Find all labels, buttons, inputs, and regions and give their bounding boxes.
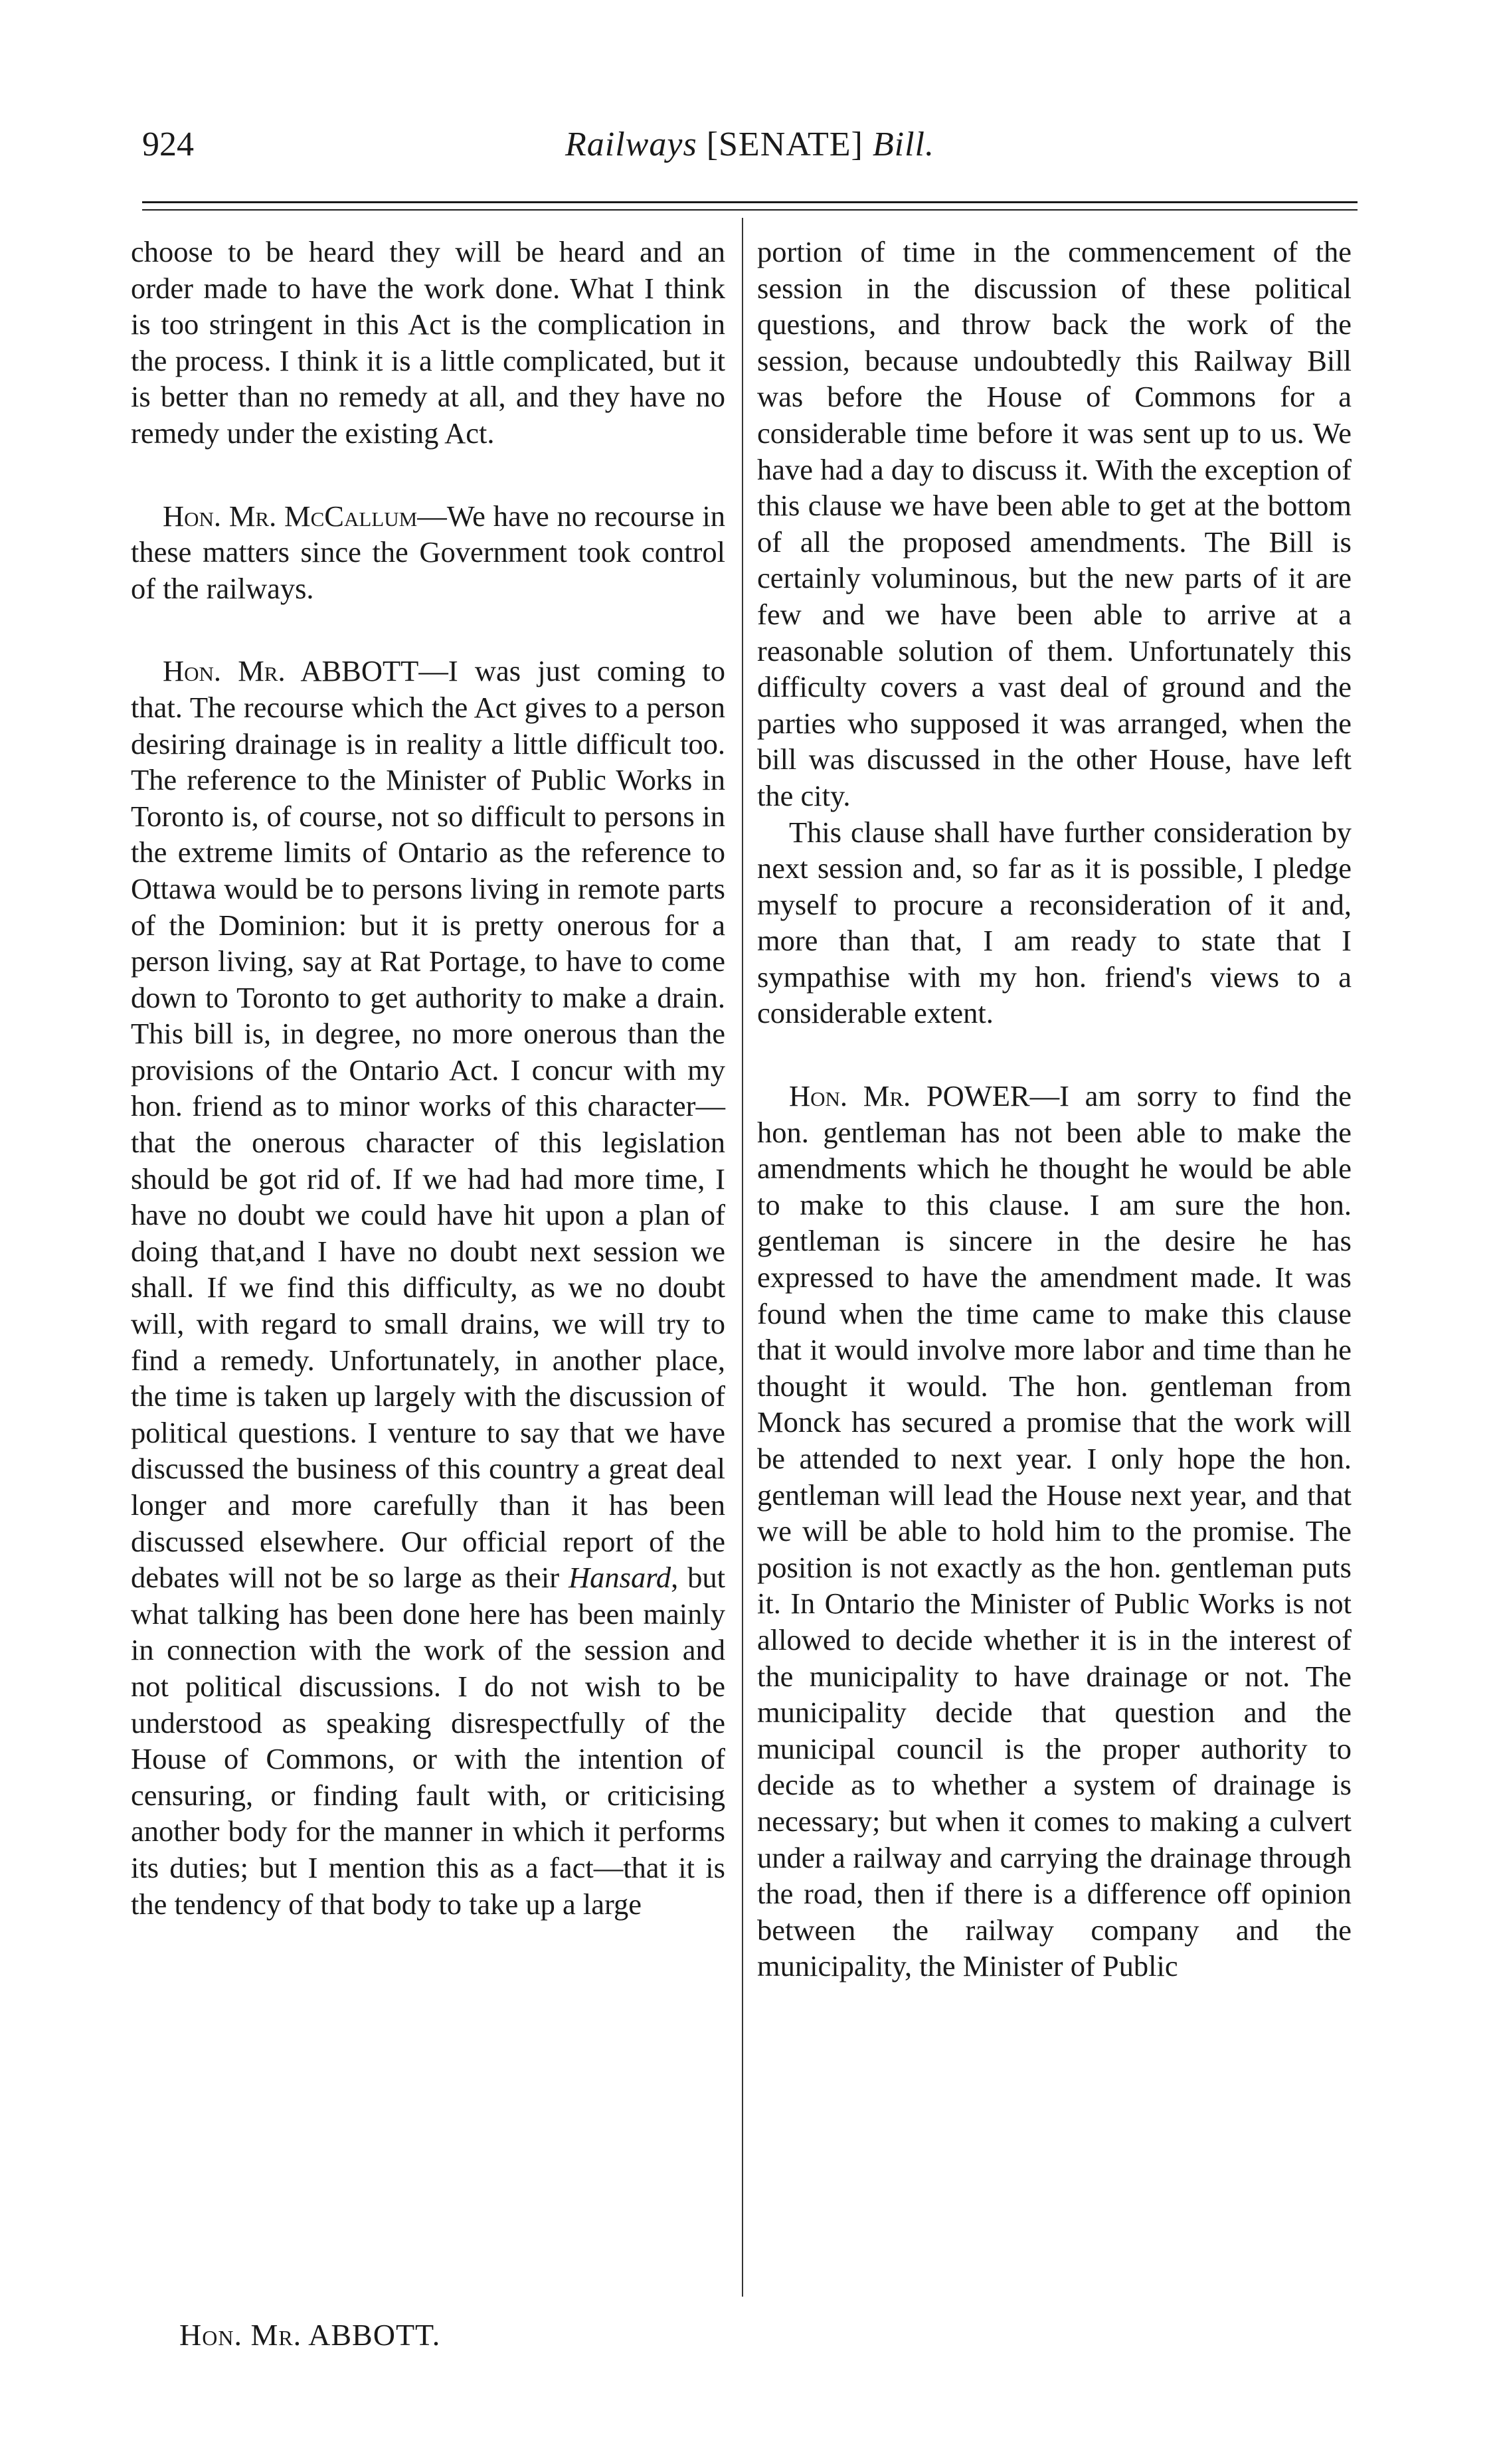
speaker-name: Hon. Mr. McCallum [163, 499, 418, 533]
italic-title: Hansard [568, 1561, 671, 1595]
page-footer: Hon. Mr. ABBOTT. [179, 2318, 441, 2352]
running-title [142, 118, 1358, 171]
page-number: 924 [142, 126, 194, 163]
left-paragraph-1: choose to be heard they will be heard and an order made to have the work done. What I think is too stringent in this Act is the complication in the process. I think it is a little complicated, but it is better than no remedy at all, and they have no remedy under the existing Act. [131, 235, 725, 450]
header-rule-bottom [142, 209, 1358, 211]
speech-text: —I am sorry to find the hon. gentleman has not been able to make the amendments which he thought he would be able to make to this clause. I am sure the hon. gentleman is sincere in the desire he has expressed to have the amendment made. It was found when the time came to make this clause that it would involve more labor and time than he thought it would. The hon. gentleman from Monck has secured a promise that the work will be attended to next year. I only hope the hon. gentleman will lead the House next year, and that we will be able to hold him to the promise. The position is not exactly as the hon. gentleman puts it. In Ontario the Minister of Public Works is not allowed to decide whether it is in the interest of the municipality to have drainage or not. The municipality decide that question and the municipal council is the proper authority to decide as to whether a system of drainage is necessary; but when it comes to making a culvert under a railway and carrying the drainage through the road, then if there is a difference off opinion between the railway company and the municipality, the Minister of Public [757, 1079, 1352, 1983]
speaker-name: Hon. Mr. ABBOTT [163, 654, 419, 688]
column-divider [742, 218, 743, 2297]
speaker-name: Hon. Mr. POWER [789, 1079, 1030, 1113]
left-paragraph-2 [131, 498, 725, 607]
right-paragraph-3 [757, 1078, 1352, 1984]
running-title-subject: Railways [565, 126, 697, 163]
page-header [142, 118, 1358, 171]
running-title-chamber: [SENATE] [706, 126, 863, 163]
left-column [131, 234, 725, 1922]
running-title-type: Bill. [872, 126, 934, 163]
speech-text: —I was just coming to that. The recourse which the Act gives to a person desiring drainage is in reality a little difficult too. The reference to the Minister of Public Works in Toronto is, of course, not so difficult to persons in the extreme limits of Ontario as the reference to Ottawa would be to persons living in remote parts of the Dominion: but it is pretty onerous for a person living, say at Rat Portage, to have to come down to Toronto to get authority to make a drain. This bill is, in degree, no more onerous than the provisions of the Ontario Act. I concur with my hon. friend as to minor works of this character—that the onerous character of this legislation should be got rid of. If we had had more time, I have no doubt we could have hit upon a plan of doing that,and I have no doubt next session we shall. If we find this difficulty, as we no doubt will, with regard to small drains, we will try to find a remedy. Unfortunately, in another place, the time is taken up largely with the discussion of political questions. I venture to say that we have discussed the business of this country a great deal longer and more carefully than it has been discussed elsewhere. Our official report of the debates will not be so large as their [131, 654, 725, 1595]
speech-text: —We have no recourse in these matters since the Government took control of the railways. [131, 499, 725, 605]
right-paragraph-2: This clause shall have further consideration by next session and, so far as it is possible, I pledge myself to procure a reconsideration of it and, more than that, I am ready to state that I sympathise with my hon. friend's views to a considerable extent. [757, 815, 1352, 1030]
right-paragraph-1: portion of time in the commencement of the session in the discussion of these political questions, and throw back the work of the session, because undoubtedly this Railway Bill was before the House of Commons for a considerable time before it was sent up to us. We have had a day to discuss it. With the exception of this clause we have been able to get at the bottom of all the proposed amendments. The Bill is certainly voluminous, but the new parts of it are few and we have been able to arrive at a reasonable solution of them. Unfortunately this difficulty covers a vast deal of ground and the parties who supposed it was arranged, when the bill was discussed in the other House, have left the city. [757, 235, 1352, 812]
right-column [757, 234, 1352, 1984]
left-paragraph-3 [131, 653, 725, 1922]
header-rule-top [142, 201, 1358, 203]
speech-text-continued: , but what talking has been done here has been mainly in connection with the work of the session and not political discussions. I do not wish to be understood as speaking disrespectfully of the House of Commons, or with the intention of censuring, or finding fault with, or criticising another body for the manner in which it performs its duties; but I mention this as a fact—that it is the tendency of that body to take up a large [131, 1561, 725, 1921]
